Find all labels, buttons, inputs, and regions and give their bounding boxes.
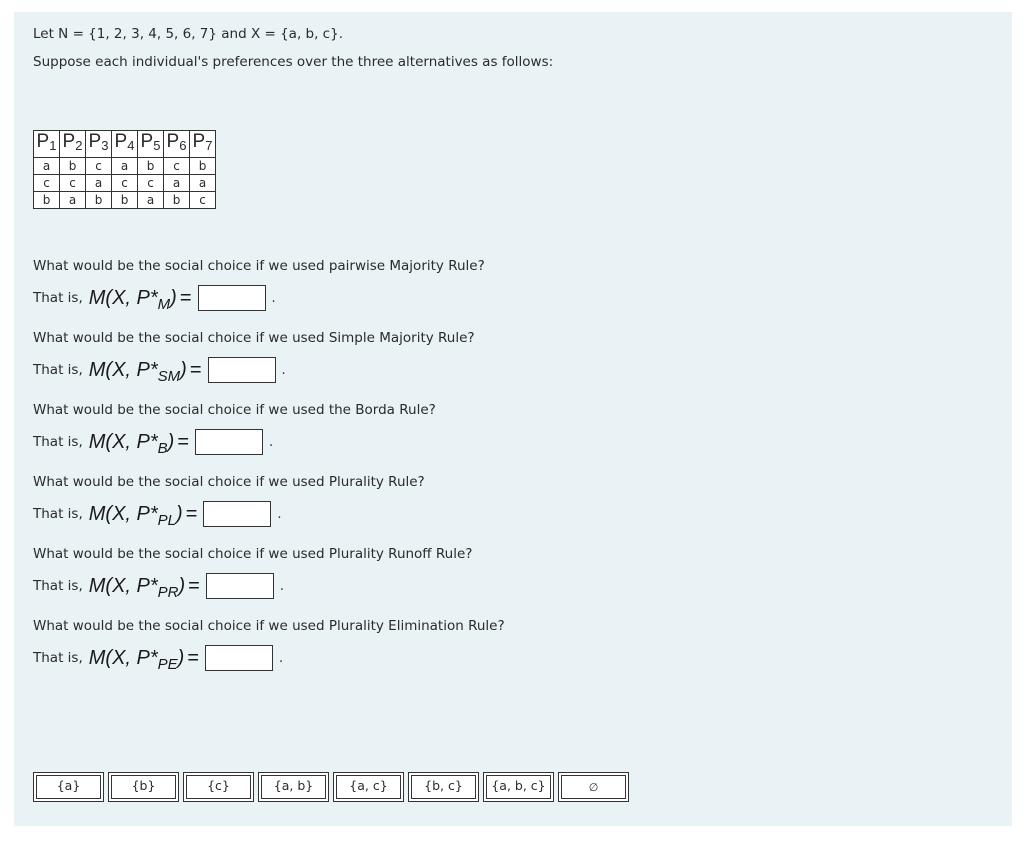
header-p7: $P_7$	[190, 131, 216, 158]
answer-drop-zone-plurality-runoff[interactable]	[206, 573, 274, 599]
pref-cell: a	[86, 175, 112, 192]
that-is-label: That is,	[33, 578, 83, 594]
math-expression: M(X, P* B ) =	[88, 430, 190, 457]
question-majority: What would be the social choice if we used pairwise Majority Rule?	[33, 258, 485, 274]
option-a-c[interactable]: {a, c}	[333, 772, 404, 802]
answer-drop-zone-borda[interactable]	[195, 429, 263, 455]
preference-row-2	[34, 175, 216, 192]
answer-line-plurality-elimination: That is, M(X, P* PE ) = .	[33, 646, 284, 673]
pref-cell: b	[164, 192, 190, 209]
pref-cell: b	[138, 158, 164, 175]
pref-cell: a	[112, 158, 138, 175]
that-is-label: That is,	[33, 434, 83, 450]
answer-drop-zone-plurality-elimination[interactable]	[205, 645, 273, 671]
intro-line-2: Suppose each individual's preferences over the three alternatives as follows:	[33, 54, 554, 70]
that-is-label: That is,	[33, 650, 83, 666]
pref-cell: c	[112, 175, 138, 192]
pref-cell: a	[138, 192, 164, 209]
pref-cell: b	[60, 158, 86, 175]
option-a-b-c[interactable]: {a, b, c}	[483, 772, 554, 802]
answer-options	[33, 772, 629, 802]
answer-drop-zone-plurality[interactable]	[203, 501, 271, 527]
option-a-b[interactable]: {a, b}	[258, 772, 329, 802]
answer-line-borda: That is, M(X, P* B ) = .	[33, 430, 274, 457]
math-expression: M(X, P* PR ) =	[88, 574, 200, 601]
pref-cell: a	[190, 175, 216, 192]
pref-cell: a	[60, 192, 86, 209]
pref-cell: a	[34, 158, 60, 175]
answer-line-simple-majority: That is, M(X, P* SM ) = .	[33, 358, 286, 385]
header-p3: $P_3$	[86, 131, 112, 158]
pref-cell: b	[190, 158, 216, 175]
math-expression: M(X, P* SM ) =	[88, 358, 202, 385]
that-is-label: That is,	[33, 362, 83, 378]
preference-row-3	[34, 192, 216, 209]
question-borda: What would be the social choice if we used the Borda Rule?	[33, 402, 436, 418]
preference-table	[33, 130, 216, 209]
option-b-c[interactable]: {b, c}	[408, 772, 479, 802]
math-expression: M(X, P* M ) =	[88, 286, 192, 313]
answer-line-majority: That is, M(X, P* M ) = .	[33, 286, 276, 313]
answer-drop-zone-simple-majority[interactable]	[208, 357, 276, 383]
question-simple-majority: What would be the social choice if we used Simple Majority Rule?	[33, 330, 475, 346]
question-panel	[14, 12, 1012, 826]
question-plurality: What would be the social choice if we used Plurality Rule?	[33, 474, 425, 490]
option-b[interactable]: {b}	[108, 772, 179, 802]
pref-cell: c	[138, 175, 164, 192]
pref-cell: c	[60, 175, 86, 192]
preference-header-row	[34, 131, 216, 158]
math-expression: M(X, P* PL ) =	[88, 502, 198, 529]
pref-cell: b	[112, 192, 138, 209]
pref-cell: c	[34, 175, 60, 192]
answer-line-plurality: That is, M(X, P* PL ) = .	[33, 502, 282, 529]
pref-cell: a	[164, 175, 190, 192]
that-is-label: That is,	[33, 506, 83, 522]
header-p1: $P_1$	[34, 131, 60, 158]
question-plurality-runoff: What would be the social choice if we used Plurality Runoff Rule?	[33, 546, 473, 562]
pref-cell: c	[86, 158, 112, 175]
answer-line-plurality-runoff: That is, M(X, P* PR ) = .	[33, 574, 284, 601]
header-p4: $P_4$	[112, 131, 138, 158]
preference-row-1	[34, 158, 216, 175]
header-p2: $P_2$	[60, 131, 86, 158]
pref-cell: b	[86, 192, 112, 209]
option-a[interactable]: {a}	[33, 772, 104, 802]
answer-drop-zone-majority[interactable]	[198, 285, 266, 311]
header-p6: $P_6$	[164, 131, 190, 158]
option-empty-set[interactable]: ∅	[558, 772, 629, 802]
option-c[interactable]: {c}	[183, 772, 254, 802]
intro-line-1: Let N = {1, 2, 3, 4, 5, 6, 7} and X = {a, b, c}.	[33, 26, 343, 42]
pref-cell: b	[34, 192, 60, 209]
pref-cell: c	[190, 192, 216, 209]
that-is-label: That is,	[33, 290, 83, 306]
question-plurality-elimination: What would be the social choice if we used Plurality Elimination Rule?	[33, 618, 505, 634]
pref-cell: c	[164, 158, 190, 175]
math-expression: M(X, P* PE ) =	[88, 646, 200, 673]
header-p5: $P_5$	[138, 131, 164, 158]
